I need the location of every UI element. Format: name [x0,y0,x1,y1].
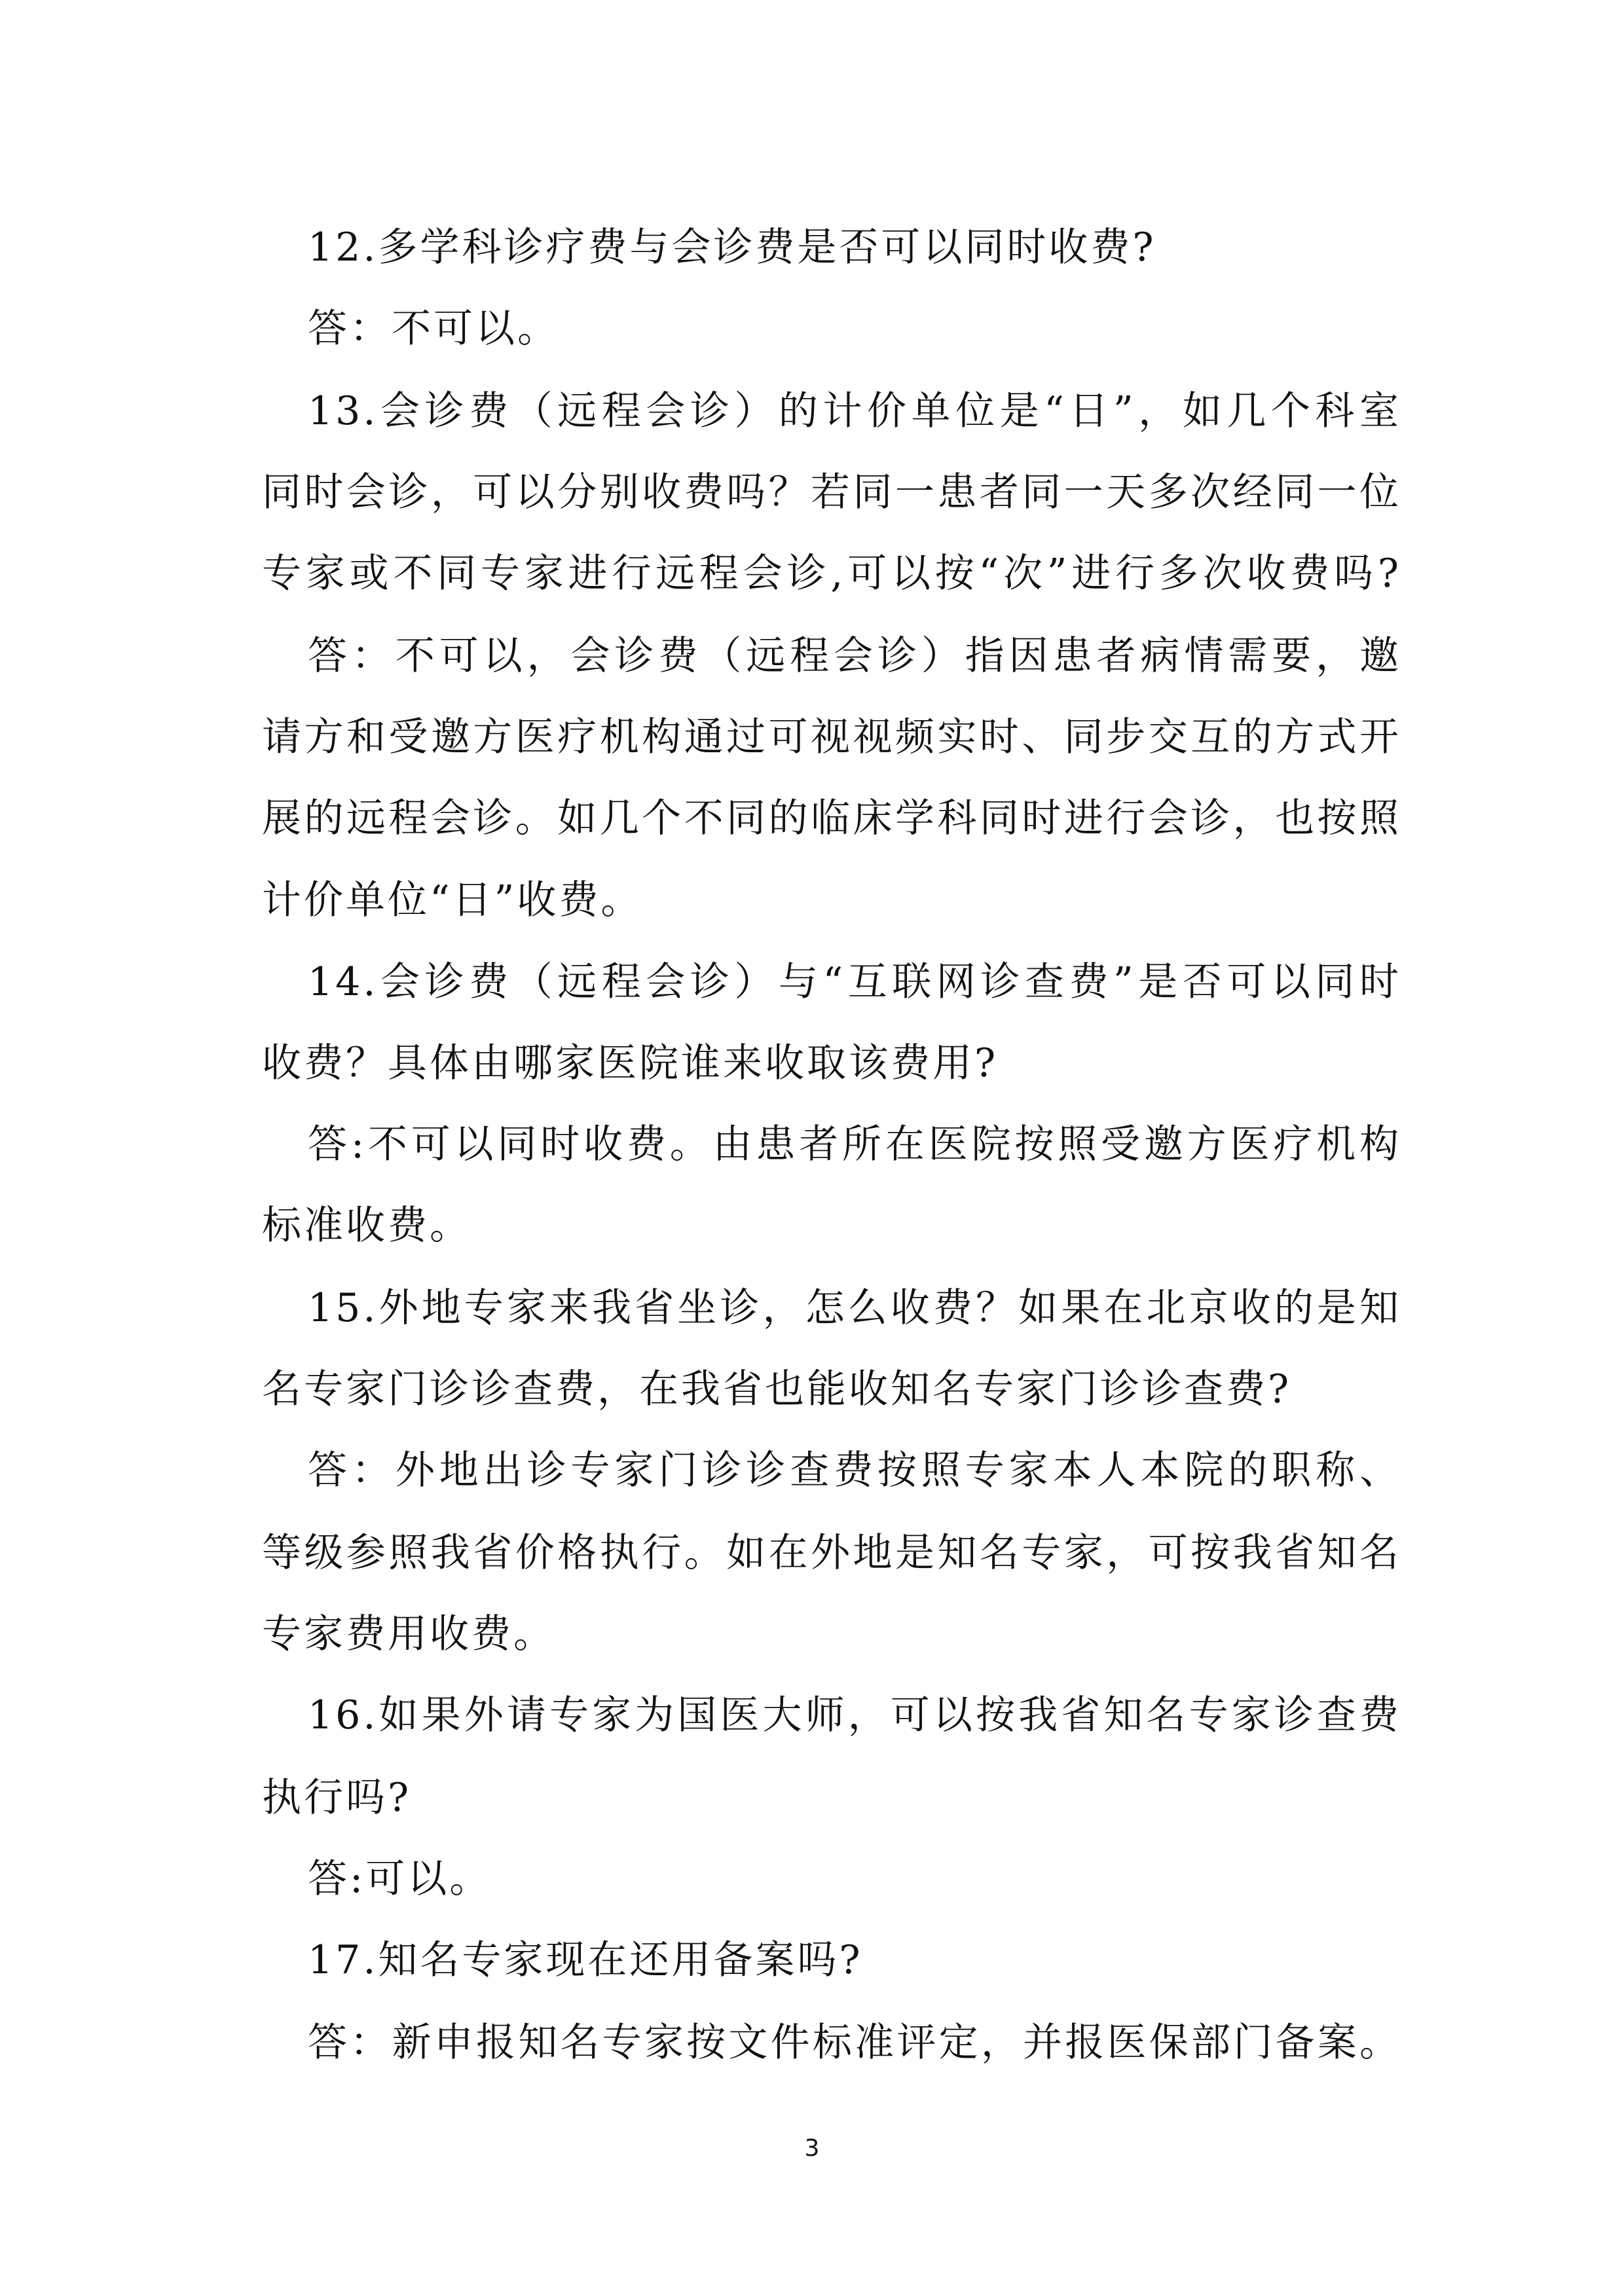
answer-17: 答：新申报知名专家按文件标准评定，并报医保部门备案。 [308,2020,1401,2066]
page-number: 3 [804,2135,820,2162]
answer-13-line-1: 答：不可以，会诊费（远程会诊）指因患者病情需要，邀 [308,633,1401,679]
question-12: 12.多学科诊疗费与会诊费是否可以同时收费? [308,225,1156,270]
question-13-line-1: 13.会诊费（远程会诊）的计价单位是“日”，如几个科室 [308,388,1401,434]
answer-15-line-3: 专家费用收费。 [262,1611,555,1657]
answer-14-line-1: 答:不可以同时收费。由患者所在医院按照受邀方医疗机构 [308,1121,1401,1167]
question-13-line-2: 同时会诊，可以分别收费吗？若同一患者同一天多次经同一位 [262,469,1401,515]
answer-15-line-2: 等级参照我省价格执行。如在外地是知名专家，可按我省知名 [262,1530,1401,1576]
question-13-line-3: 专家或不同专家进行远程会诊,可以按“次”进行多次收费吗? [262,551,1401,596]
answer-13-line-4: 计价单位“日”收费。 [262,877,643,923]
answer-16: 答:可以。 [308,1856,492,1902]
question-14-line-2: 收费？具体由哪家医院谁来收取该费用? [262,1040,999,1086]
question-15-line-2: 名专家门诊诊查费，在我省也能收知名专家门诊诊查费? [262,1366,1292,1412]
question-16-line-1: 16.如果外请专家为国医大师，可以按我省知名专家诊查费 [308,1692,1401,1738]
answer-13-line-3: 展的远程会诊。如几个不同的临床学科同时进行会诊，也按照 [262,795,1401,841]
answer-15-line-1: 答：外地出诊专家门诊诊查费按照专家本人本院的职称、 [308,1448,1401,1493]
answer-12: 答：不可以。 [308,306,559,352]
question-15-line-1: 15.外地专家来我省坐诊，怎么收费？如果在北京收的是知 [308,1285,1401,1331]
question-14-line-1: 14.会诊费（远程会诊）与“互联网诊查费”是否可以同时 [308,959,1401,1005]
answer-14-line-2: 标准收费。 [262,1203,471,1248]
question-17: 17.知名专家现在还用备案吗? [308,1937,863,1983]
answer-13-line-2: 请方和受邀方医疗机构通过可视视频实时、同步交互的方式开 [262,714,1401,760]
question-16-line-2: 执行吗? [262,1775,412,1821]
